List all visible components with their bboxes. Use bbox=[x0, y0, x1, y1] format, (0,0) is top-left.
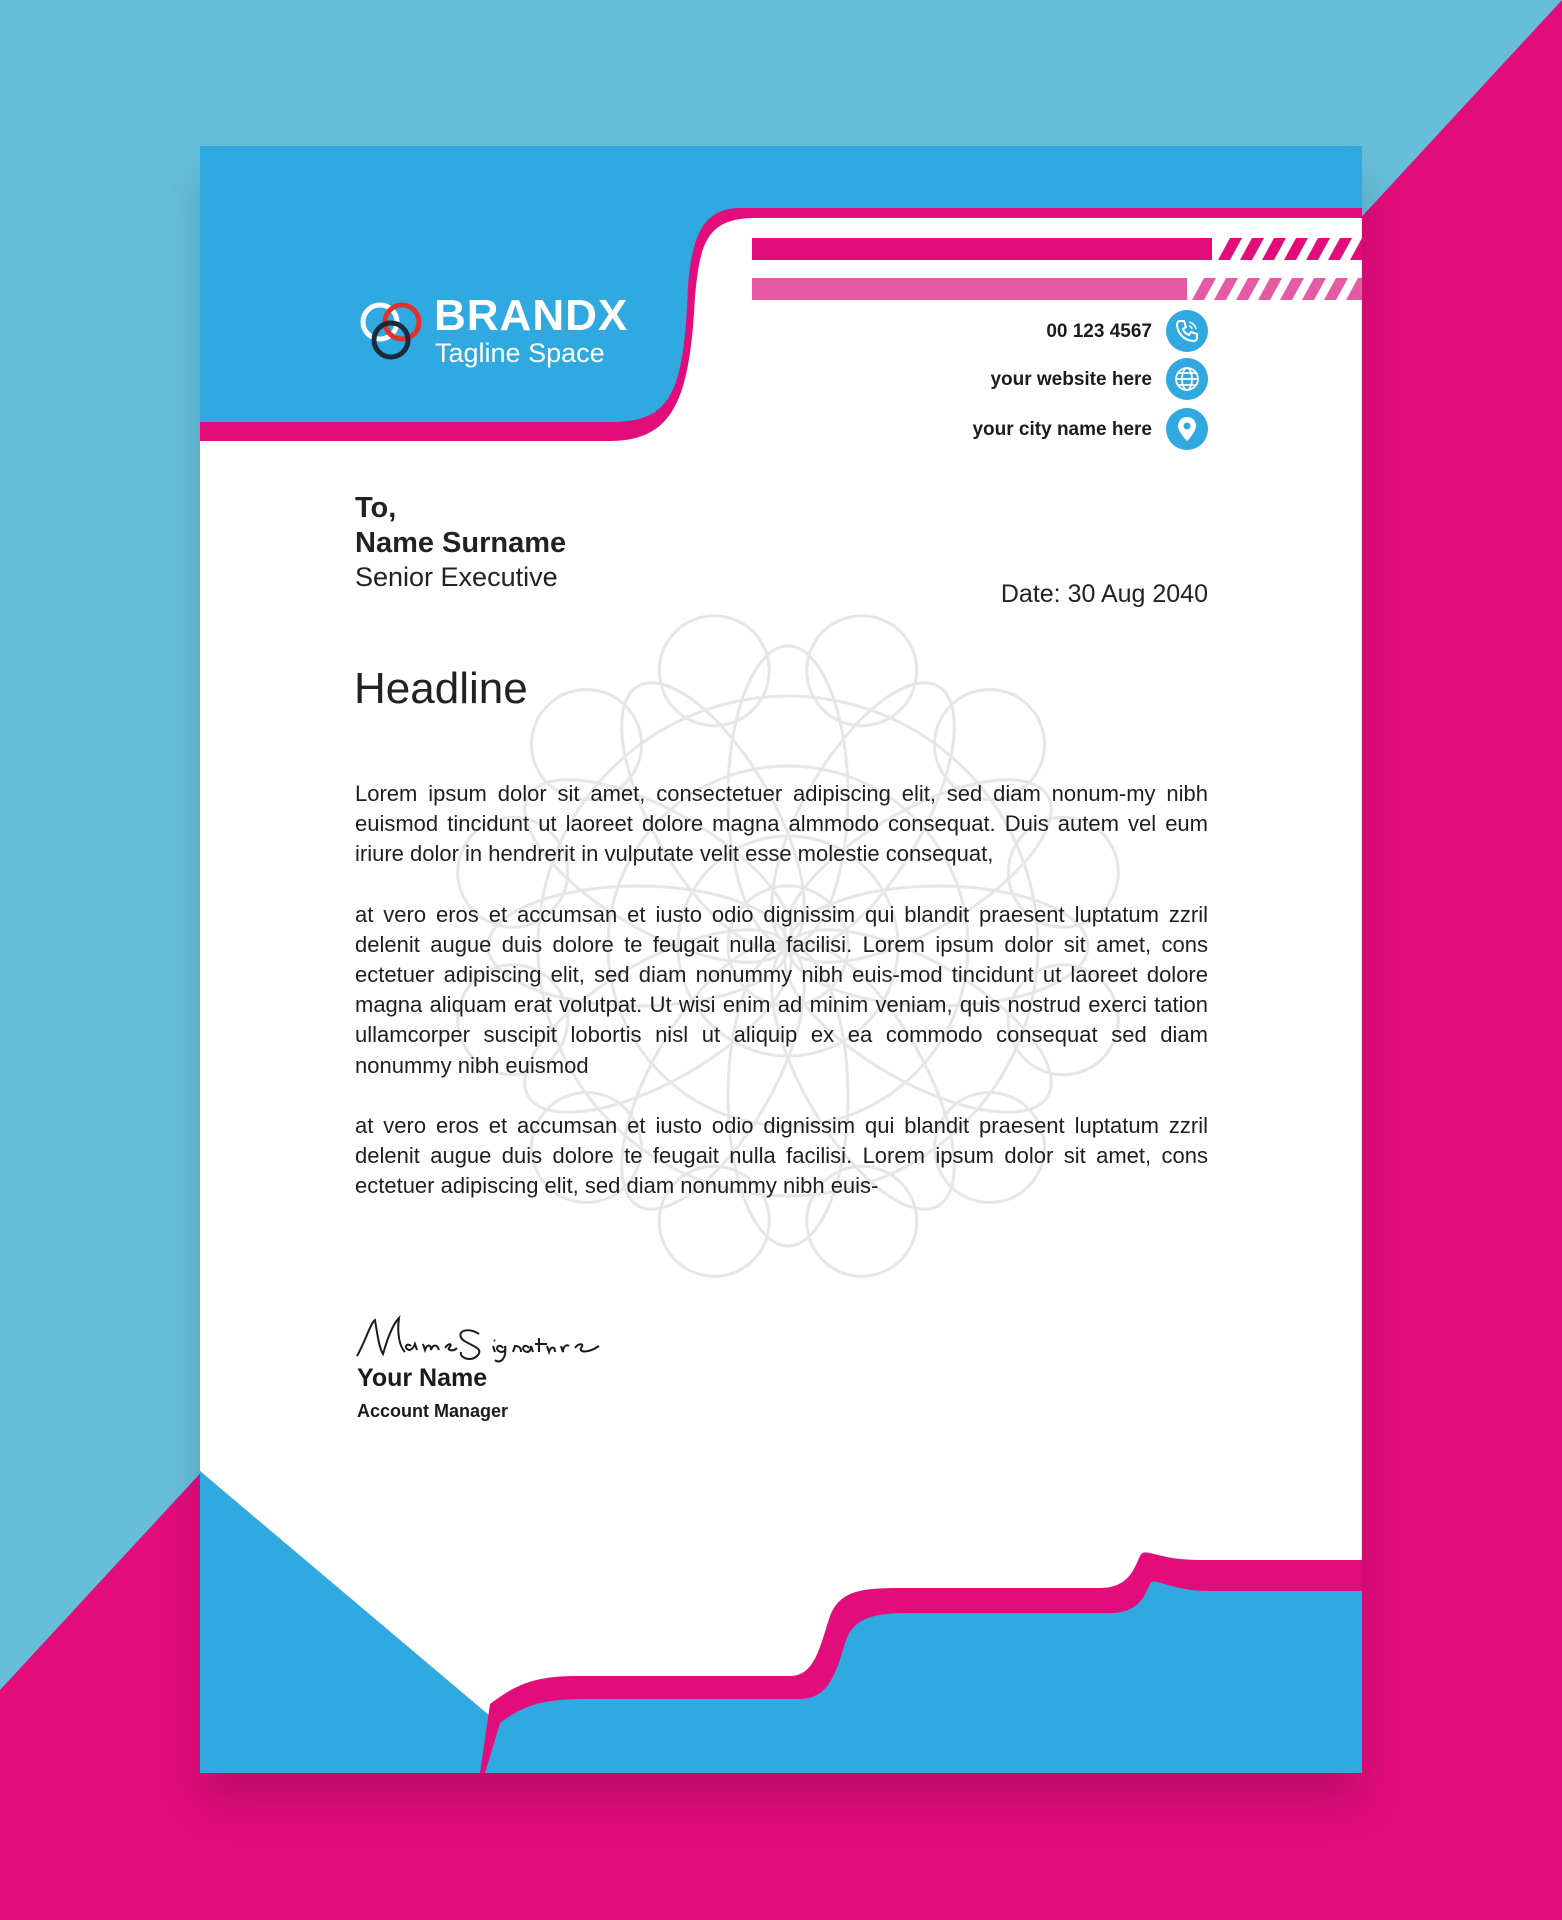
letter-body bbox=[355, 779, 1208, 1231]
brand-logo-icon bbox=[358, 298, 428, 364]
brand-tagline: Tagline Space bbox=[435, 338, 605, 368]
header-bar-top bbox=[752, 238, 1212, 260]
footer-left-blue bbox=[200, 1471, 490, 1773]
header-stripes-bottom bbox=[1192, 278, 1362, 300]
contact-city bbox=[972, 408, 1208, 450]
letterhead-page bbox=[200, 146, 1362, 1773]
body-paragraph-3: at vero eros et accumsan et iusto odio dignissim qui blandit praesent luptatum zzril delenit augue duis dolore te feugait nulla facilisi. Lorem ipsum dolor sit amet, cons ectetuer adipiscing elit, sed diam nonummy nibh euis- bbox=[355, 1112, 1208, 1199]
phone-icon bbox=[1166, 310, 1208, 352]
contact-website bbox=[990, 358, 1208, 400]
handwritten-signature bbox=[353, 1312, 603, 1364]
recipient-block bbox=[355, 491, 566, 593]
letter-date: Date: 30 Aug 2040 bbox=[1000, 580, 1208, 608]
city-text: your city name here bbox=[972, 418, 1152, 440]
body-paragraph-2: at vero eros et accumsan et iusto odio dignissim qui blandit praesent luptatum zzril delenit augue duis dolore te feugait nulla facilisi. Lorem ipsum dolor sit amet, cons ectetuer adipiscing elit, sed diam nonummy nibh euis-mod tincidunt ut laoreet dolore magna aliquam erat volutpat. Ut wisi enim ad minim veniam, quis nostrud exerci tation ullamcorper suscipit lobortis nisl ut aliquip ex ea commodo consequat sed diam nonummy nibh euismod bbox=[355, 901, 1208, 1078]
brand-name: BRANDX bbox=[434, 291, 629, 340]
recipient-title: Senior Executive bbox=[355, 561, 558, 592]
location-pin-icon bbox=[1166, 408, 1208, 450]
contact-phone bbox=[1046, 310, 1208, 352]
header-bar-bottom bbox=[752, 278, 1187, 300]
letter-headline: Headline bbox=[354, 664, 528, 713]
globe-icon bbox=[1166, 358, 1208, 400]
header-stripes-top bbox=[1218, 238, 1362, 260]
sender-role: Account Manager bbox=[357, 1401, 509, 1421]
body-paragraph-1: Lorem ipsum dolor sit amet, consectetuer adipiscing elit, sed diam nonum-my nibh euismod tincidunt ut laoreet dolore magna almmodo consequat. Duis autem vel eum iriure dolor in hendrerit in vulputate velit esse molestie consequat, bbox=[355, 781, 1208, 867]
phone-text: 00 123 4567 bbox=[1046, 320, 1152, 342]
sender-name: Your Name bbox=[357, 1364, 488, 1392]
recipient-name: Name Surname bbox=[355, 526, 567, 559]
website-text: your website here bbox=[990, 368, 1152, 390]
to-label: To, bbox=[355, 492, 397, 524]
